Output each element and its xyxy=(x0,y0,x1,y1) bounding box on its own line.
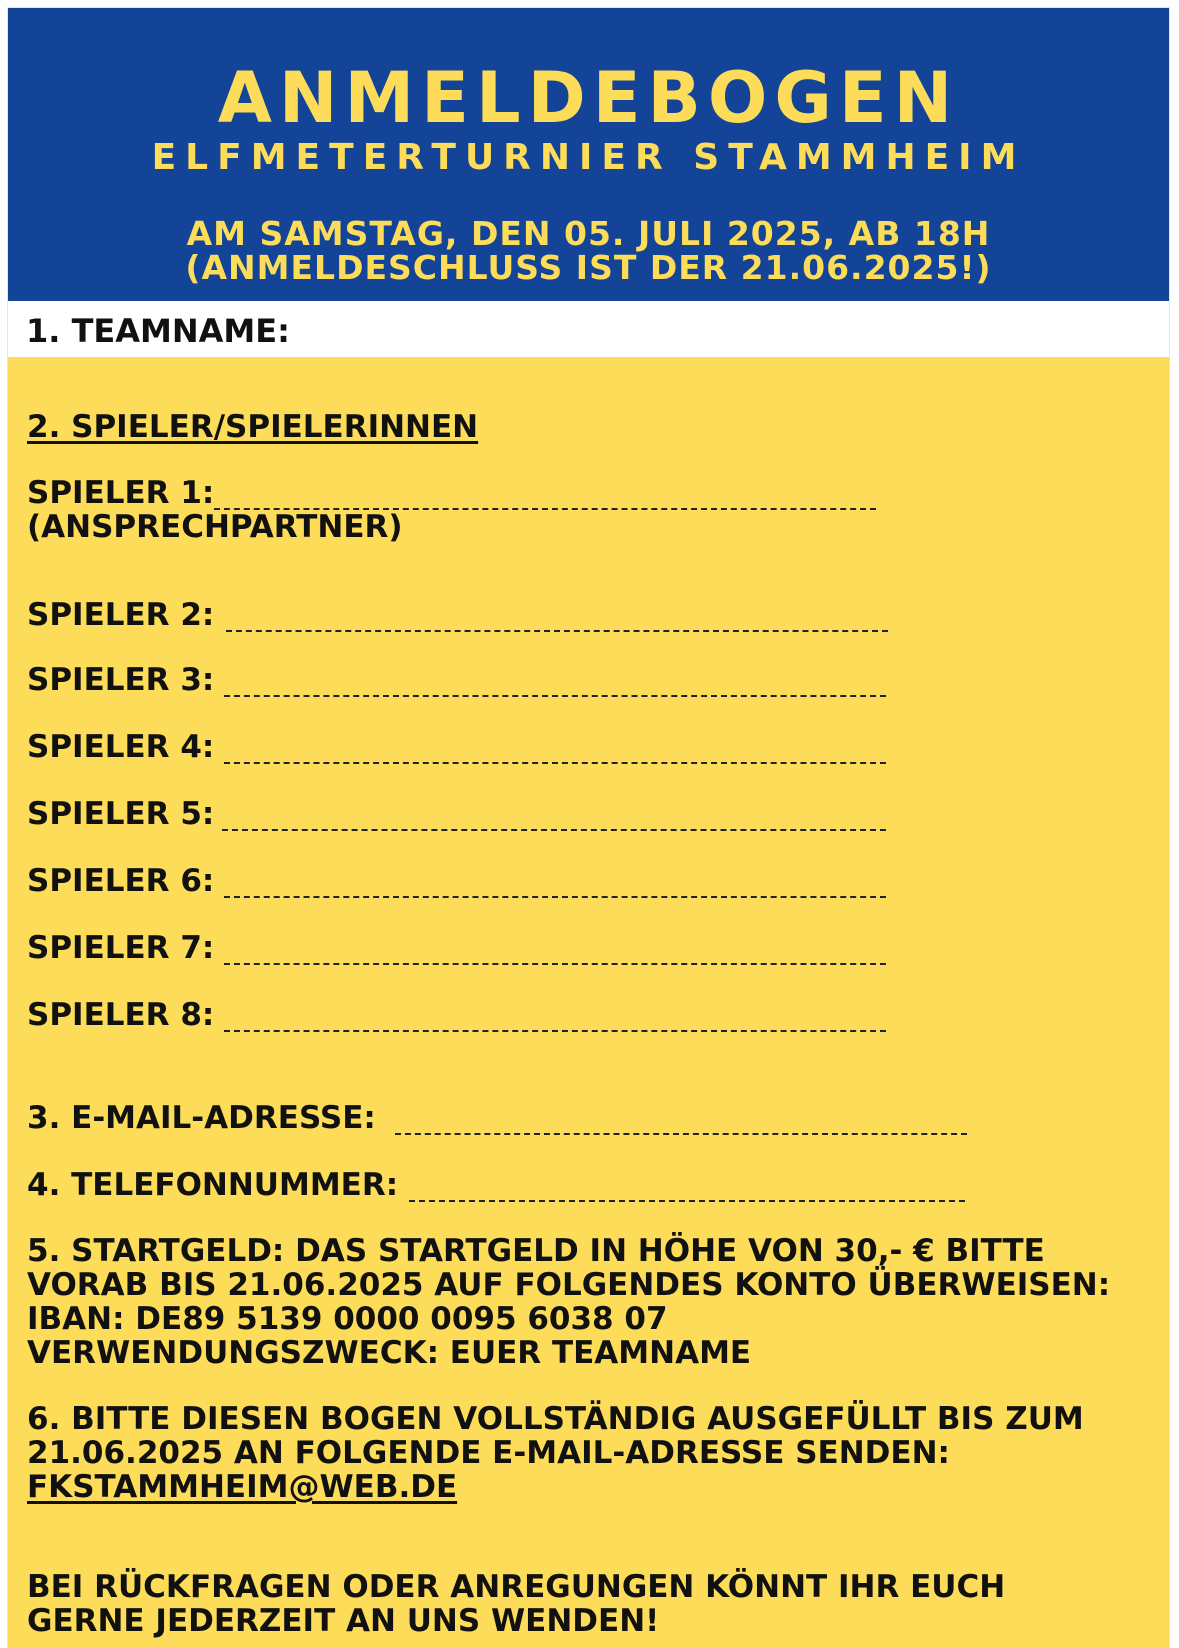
player-5-field[interactable] xyxy=(222,829,886,831)
player-6-label: SPIELER 6: xyxy=(27,863,215,899)
phone-field[interactable] xyxy=(409,1200,965,1202)
iban-line: IBAN: DE89 5139 0000 0095 6038 07 xyxy=(27,1301,668,1337)
player-6-field[interactable] xyxy=(224,896,886,898)
phone-label: 4. TELEFONNUMMER: xyxy=(27,1167,399,1203)
player-7-label: SPIELER 7: xyxy=(27,930,215,966)
player-7-field[interactable] xyxy=(224,963,886,965)
player-5-label: SPIELER 5: xyxy=(27,796,215,832)
submit-instructions xyxy=(27,1402,1147,1504)
fee-instructions xyxy=(27,1234,1147,1370)
event-date: AM SAMSTAG, DEN 05. JULI 2025, AB 18H xyxy=(186,214,991,253)
player-2-field[interactable] xyxy=(226,630,888,632)
players-heading: 2. SPIELER/SPIELERINNEN xyxy=(27,409,479,445)
player-8-label: SPIELER 8: xyxy=(27,997,215,1033)
fee-line: VORAB BIS 21.06.2025 AUF FOLGENDES KONTO ÜBERWEISEN: xyxy=(27,1267,1111,1303)
form-title: ANMELDEBOGEN xyxy=(217,57,960,139)
contact-line: BEI RÜCKFRAGEN ODER ANREGUNGEN KÖNNT IHR EUCH xyxy=(27,1569,1006,1605)
player-4-field[interactable] xyxy=(224,762,886,764)
player-1-note: (ANSPRECHPARTNER) xyxy=(27,509,403,545)
registration-form-sheet xyxy=(8,8,1169,1648)
teamname-field[interactable] xyxy=(8,301,1169,357)
player-3-label: SPIELER 3: xyxy=(27,662,215,698)
teamname-label: 1. TEAMNAME: xyxy=(26,312,290,350)
fee-line: 5. STARTGELD: DAS STARTGELD IN HÖHE VON 30,- € BITTE xyxy=(27,1233,1045,1269)
form-subtitle: ELFMETERTURNIER STAMMHEIM xyxy=(151,137,1026,178)
submit-line: 21.06.2025 AN FOLGENDE E-MAIL-ADRESSE SENDEN: xyxy=(27,1435,950,1471)
submit-line: 6. BITTE DIESEN BOGEN VOLLSTÄNDIG AUSGEFÜLLT BIS ZUM xyxy=(27,1401,1084,1437)
player-4-label: SPIELER 4: xyxy=(27,729,215,765)
contact-email-link[interactable]: FKSTAMMHEIM@WEB.DE xyxy=(27,1469,458,1505)
player-1-label: SPIELER 1: xyxy=(27,475,215,511)
registration-deadline: (ANMELDESCHLUSS IST DER 21.06.2025!) xyxy=(185,248,992,287)
player-8-field[interactable] xyxy=(224,1030,886,1032)
fee-line: VERWENDUNGSZWECK: EUER TEAMNAME xyxy=(27,1335,752,1371)
email-field[interactable] xyxy=(395,1133,967,1135)
player-3-field[interactable] xyxy=(224,695,886,697)
header-banner xyxy=(8,8,1169,301)
email-label: 3. E-MAIL-ADRESSE: xyxy=(27,1100,376,1136)
contact-line: GERNE JEDERZEIT AN UNS WENDEN! xyxy=(27,1603,660,1639)
contact-note xyxy=(27,1570,1147,1638)
player-2-label: SPIELER 2: xyxy=(27,597,215,633)
